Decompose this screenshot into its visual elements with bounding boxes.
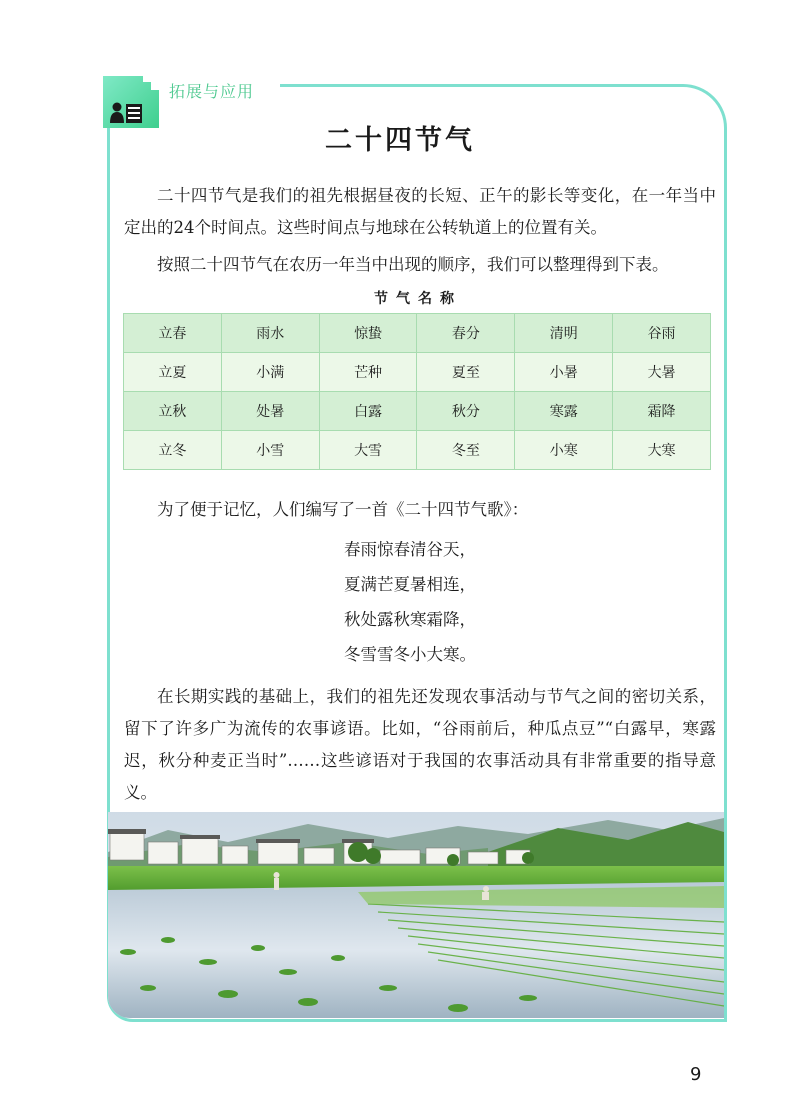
table-cell: 大雪 <box>319 431 417 470</box>
poem-line: 冬雪雪冬小大寒。 <box>344 645 476 664</box>
table-row <box>124 431 711 470</box>
table-cell: 谷雨 <box>613 314 711 353</box>
table-row <box>124 353 711 392</box>
table-cell: 立春 <box>124 314 222 353</box>
table-cell: 立夏 <box>124 353 222 392</box>
table-cell: 大寒 <box>613 431 711 470</box>
table-row <box>124 314 711 353</box>
table-cell: 小寒 <box>515 431 613 470</box>
poem-line: 夏满芒夏暑相连， <box>344 575 476 594</box>
table-cell: 小雪 <box>221 431 319 470</box>
page-title: 二十四节气 <box>325 125 475 156</box>
table-cell: 白露 <box>319 392 417 431</box>
page-number: 9 <box>690 1064 702 1085</box>
table-cell: 立冬 <box>124 431 222 470</box>
solar-terms-song <box>344 532 476 672</box>
section-label: 拓展与应用 <box>169 82 255 101</box>
poem-line: 春雨惊春清谷天， <box>344 540 476 559</box>
table-cell: 夏至 <box>417 353 515 392</box>
table-cell: 处暑 <box>221 392 319 431</box>
poem-line: 秋处露秋寒霜降， <box>344 610 476 629</box>
song-intro-paragraph: 为了便于记忆，人们编写了一首《二十四节气歌》： <box>157 500 529 519</box>
table-cell: 霜降 <box>613 392 711 431</box>
table-caption: 节气名称 <box>374 291 462 307</box>
table-cell: 芒种 <box>319 353 417 392</box>
intro-paragraph: 二十四节气是我们的祖先根据昼夜的长短、正午的影长等变化，在一年当中定出的24个时间点。这些时间点与地球在公转轨道上的位置有关。 <box>124 186 716 237</box>
table-cell: 寒露 <box>515 392 613 431</box>
table-cell: 冬至 <box>417 431 515 470</box>
table-cell: 雨水 <box>221 314 319 353</box>
table-row <box>124 392 711 431</box>
order-paragraph: 按照二十四节气在农历一年当中出现的顺序，我们可以整理得到下表。 <box>157 255 669 274</box>
practice-paragraph: 在长期实践的基础上，我们的祖先还发现农事活动与节气之间的密切关系，留下了许多广为流传的农事谚语。比如，“谷雨前后，种瓜点豆”“白露早，寒露迟，秋分种麦正当时”……这些谚语对于我国的农事活动具有非常重要的指导意义。 <box>124 687 716 802</box>
table-cell: 春分 <box>417 314 515 353</box>
table-cell: 小满 <box>221 353 319 392</box>
rice-paddy-photo <box>108 812 724 1018</box>
solar-terms-table <box>123 313 711 470</box>
table-cell: 惊蛰 <box>319 314 417 353</box>
table-cell: 小暑 <box>515 353 613 392</box>
table-cell: 大暑 <box>613 353 711 392</box>
table-cell: 秋分 <box>417 392 515 431</box>
table-cell: 立秋 <box>124 392 222 431</box>
table-cell: 清明 <box>515 314 613 353</box>
